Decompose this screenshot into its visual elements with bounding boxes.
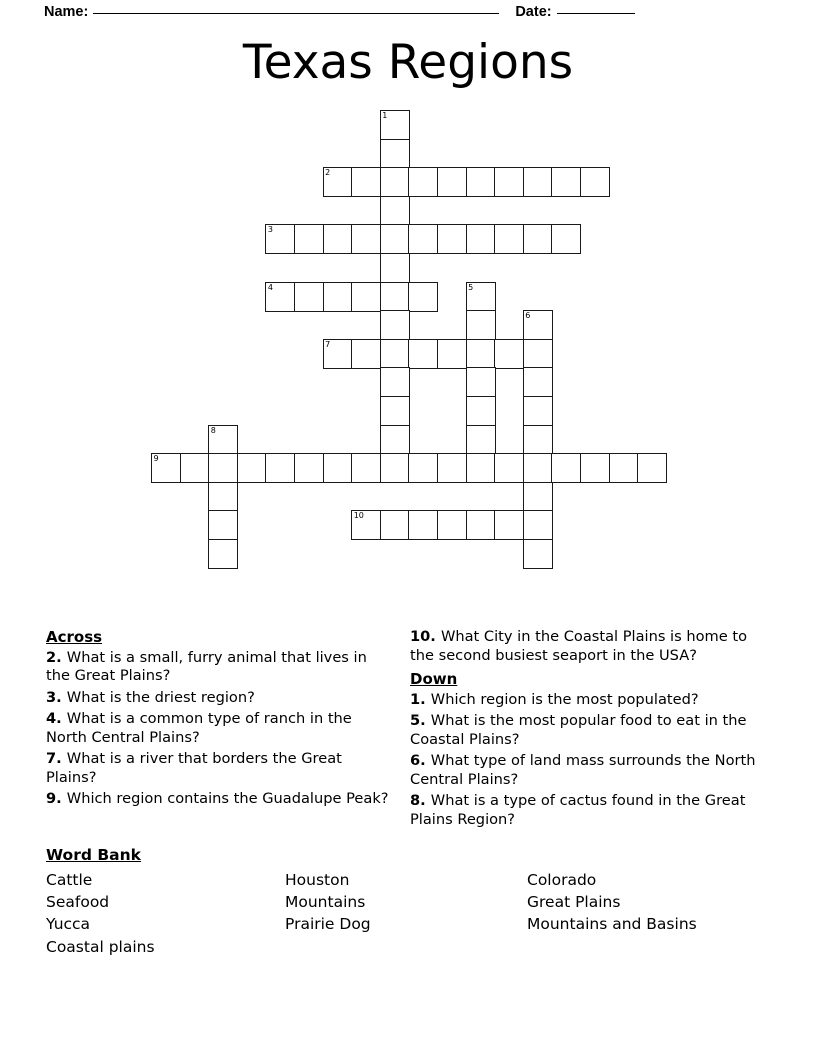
cell-number-10: 10: [353, 511, 364, 521]
crossword-cell[interactable]: [408, 167, 438, 197]
word-bank-column-3: [527, 869, 776, 935]
clue-number: 10.: [410, 628, 441, 645]
crossword-cell[interactable]: [466, 510, 496, 540]
crossword-cell[interactable]: [408, 282, 438, 312]
clue-number: 8.: [410, 792, 431, 810]
crossword-cell[interactable]: [208, 453, 238, 483]
clue-number: 5.: [410, 712, 431, 730]
crossword-cell[interactable]: [208, 482, 238, 512]
crossword-cell[interactable]: [323, 224, 353, 254]
clue-number: 3.: [46, 688, 67, 706]
crossword-cell[interactable]: [237, 453, 267, 483]
cell-number-2: 2: [325, 168, 331, 178]
word-bank-column-1: [46, 869, 285, 958]
crossword-cell[interactable]: [437, 339, 467, 369]
crossword-cell[interactable]: [551, 453, 581, 483]
across-clue-list-continued: [410, 628, 758, 665]
crossword-cell[interactable]: [437, 167, 467, 197]
cell-number-5: 5: [468, 282, 474, 292]
cell-number-1: 1: [382, 111, 388, 120]
down-clue-6: [410, 752, 758, 789]
crossword-cell[interactable]: [494, 224, 524, 254]
crossword-cell[interactable]: [494, 453, 524, 483]
crossword-cell[interactable]: [380, 453, 410, 483]
crossword-cell[interactable]: [265, 453, 295, 483]
across-clue-10: [410, 628, 758, 665]
crossword-cell-start-3[interactable]: [265, 224, 295, 254]
crossword-cell-start-5[interactable]: [466, 282, 496, 312]
crossword-cell[interactable]: [523, 482, 553, 512]
crossword-cell-start-6[interactable]: [523, 310, 553, 340]
clues-column-left: [46, 628, 394, 812]
clue-text: Which region contains the Guadalupe Peak?: [66, 790, 389, 808]
date-label: Date:: [515, 4, 552, 20]
name-label: Name:: [44, 4, 89, 20]
crossword-cell[interactable]: [466, 367, 496, 397]
crossword-cell[interactable]: [408, 339, 438, 369]
crossword-cell[interactable]: [466, 224, 496, 254]
cell-number-4: 4: [267, 282, 273, 292]
crossword-cell[interactable]: [523, 167, 553, 197]
crossword-cell[interactable]: [408, 224, 438, 254]
word-bank-word: Coastal plains: [46, 937, 155, 956]
crossword-cell[interactable]: [523, 539, 553, 569]
crossword-cell[interactable]: [494, 167, 524, 197]
crossword-cell[interactable]: [380, 510, 410, 540]
crossword-cell[interactable]: [494, 339, 524, 369]
crossword-cell-start-7[interactable]: [323, 339, 353, 369]
crossword-cell[interactable]: [437, 453, 467, 483]
crossword-cell[interactable]: [351, 453, 381, 483]
crossword-cell-start-1[interactable]: [380, 110, 410, 140]
clue-text: What City in the Coastal Plains is home to the second busiest seaport in the USA?: [410, 628, 748, 664]
crossword-cell[interactable]: [466, 425, 496, 455]
crossword-cell[interactable]: [380, 396, 410, 426]
cell-number-7: 7: [325, 339, 331, 349]
cell-number-8: 8: [210, 425, 216, 435]
clue-text: What is a common type of ranch in the North Central Plains?: [46, 710, 352, 746]
crossword-cell[interactable]: [208, 510, 238, 540]
crossword-cell[interactable]: [351, 224, 381, 254]
across-clue-3: [46, 689, 394, 708]
word-bank-word: Houston: [285, 871, 350, 890]
word-bank-word: Prairie Dog: [285, 915, 371, 934]
crossword-cell[interactable]: [523, 224, 553, 254]
clue-number: 1.: [410, 690, 431, 708]
crossword-cell[interactable]: [408, 510, 438, 540]
crossword-cell[interactable]: [351, 282, 381, 312]
crossword-cell[interactable]: [380, 282, 410, 312]
crossword-cell[interactable]: [523, 510, 553, 540]
clue-text: Which region is the most populated?: [430, 690, 699, 708]
clue-text: What is a river that borders the Great Plains?: [46, 750, 342, 786]
crossword-cell[interactable]: [551, 224, 581, 254]
clue-text: What is the driest region?: [66, 688, 255, 706]
clues-column-right: [410, 628, 758, 833]
crossword-cell[interactable]: [609, 453, 639, 483]
crossword-cell[interactable]: [323, 282, 353, 312]
clue-text: What is a type of cactus found in the Great Plains Region?: [410, 792, 746, 828]
crossword-cell[interactable]: [523, 396, 553, 426]
crossword-cell[interactable]: [494, 510, 524, 540]
crossword-cell[interactable]: [466, 453, 496, 483]
crossword-cell[interactable]: [180, 453, 210, 483]
crossword-cell[interactable]: [351, 339, 381, 369]
crossword-cell[interactable]: [380, 310, 410, 340]
clue-number: 7.: [46, 750, 67, 768]
cell-number-6: 6: [525, 311, 531, 321]
cell-number-9: 9: [153, 454, 159, 464]
crossword-cell[interactable]: [208, 539, 238, 569]
across-clue-4: [46, 710, 394, 747]
word-bank-column-2: [285, 869, 527, 935]
word-bank-word: Yucca: [46, 915, 91, 934]
crossword-cell[interactable]: [380, 196, 410, 226]
crossword-cell[interactable]: [380, 167, 410, 197]
clue-text: What is a small, furry animal that lives in the Great Plains?: [46, 648, 367, 685]
crossword-cell[interactable]: [294, 282, 324, 312]
crossword-cell[interactable]: [294, 224, 324, 254]
crossword-cell-start-4[interactable]: [265, 282, 295, 312]
cell-number-3: 3: [267, 225, 273, 235]
crossword-cell[interactable]: [466, 167, 496, 197]
clues-section: [0, 628, 816, 838]
crossword-cell[interactable]: [466, 339, 496, 369]
down-clue-list: [410, 691, 758, 830]
clue-number: 9.: [46, 790, 67, 808]
crossword-cell[interactable]: [580, 453, 610, 483]
crossword-cell[interactable]: [380, 425, 410, 455]
clue-number: 4.: [46, 710, 67, 728]
crossword-cell[interactable]: [551, 167, 581, 197]
page-title: Texas Regions: [242, 35, 574, 90]
word-bank-word: Mountains: [285, 893, 366, 912]
crossword-cell[interactable]: [437, 224, 467, 254]
crossword-cell[interactable]: [408, 453, 438, 483]
crossword-cell[interactable]: [380, 367, 410, 397]
crossword-cell[interactable]: [294, 453, 324, 483]
clue-number: 6.: [410, 752, 431, 770]
clue-text: What is the most popular food to eat in the Coastal Plains?: [410, 712, 747, 748]
crossword-cell[interactable]: [380, 224, 410, 254]
crossword-cell[interactable]: [380, 139, 410, 169]
crossword-cell[interactable]: [351, 167, 381, 197]
crossword-cell[interactable]: [580, 167, 610, 197]
crossword-cell-start-8[interactable]: [208, 425, 238, 455]
crossword-cell[interactable]: [380, 253, 410, 283]
word-bank-word: Cattle: [46, 871, 93, 890]
across-clue-9: [46, 790, 394, 809]
crossword-cell[interactable]: [323, 453, 353, 483]
clue-number: 2.: [46, 648, 67, 666]
crossword-cell[interactable]: [523, 453, 553, 483]
across-heading: Across: [46, 628, 103, 646]
word-bank-heading: Word Bank: [46, 846, 141, 864]
crossword-cell[interactable]: [380, 339, 410, 369]
crossword-cell[interactable]: [523, 367, 553, 397]
crossword-cell[interactable]: [523, 339, 553, 369]
crossword-cell[interactable]: [466, 310, 496, 340]
crossword-cell-start-2[interactable]: [323, 167, 353, 197]
down-clue-8: [410, 792, 758, 829]
clue-text: What type of land mass surrounds the North Central Plains?: [410, 752, 756, 788]
word-bank-columns: [46, 869, 776, 958]
across-clue-7: [46, 750, 394, 787]
crossword-cell-start-9[interactable]: [151, 453, 181, 483]
down-clue-5: [410, 712, 758, 749]
across-clue-2: [46, 649, 394, 686]
crossword-cell-start-10[interactable]: [351, 510, 381, 540]
crossword-cell[interactable]: [637, 453, 667, 483]
crossword-cell[interactable]: [523, 425, 553, 455]
word-bank-word: Seafood: [46, 893, 110, 912]
crossword-cell[interactable]: [466, 396, 496, 426]
word-bank-word: Great Plains: [527, 893, 621, 912]
word-bank-section: [46, 845, 776, 958]
across-clue-list: [46, 649, 394, 809]
down-heading: Down: [410, 670, 458, 689]
word-bank-word: Mountains and Basins: [527, 915, 697, 934]
crossword-cell[interactable]: [437, 510, 467, 540]
word-bank-word: Colorado: [527, 871, 597, 890]
down-clue-1: [410, 691, 758, 710]
